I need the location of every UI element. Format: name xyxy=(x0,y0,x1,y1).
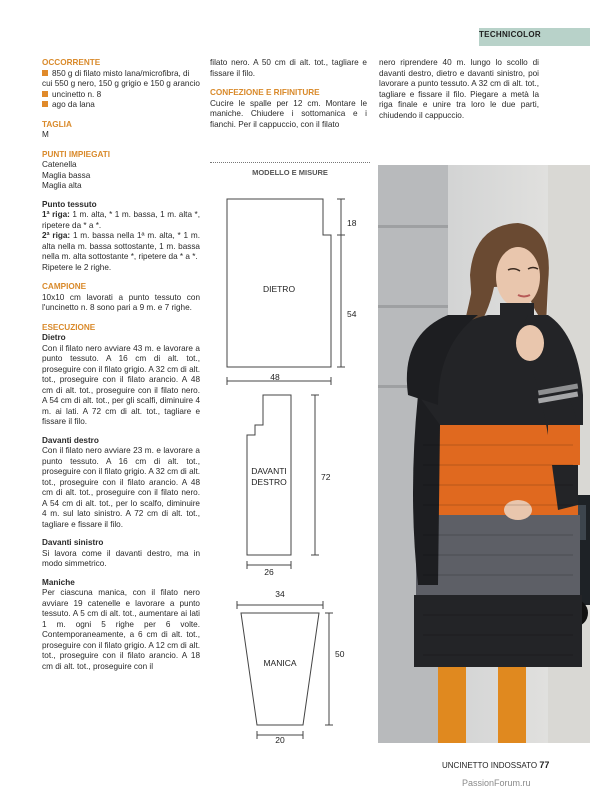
confezione-text: Cucire le spalle per 12 cm. Montare le maniche. Chiudere i sottomanica e i fianchi. Per il cappuccio, con il filato xyxy=(210,98,367,129)
campione-title: CAMPIONE xyxy=(42,282,87,291)
model-photo xyxy=(378,165,590,743)
maniche-text: Per ciascuna manica, con il filato nero avviare 19 catenelle e lavorare a punto tessuto. A 5 cm di alt. tot., aumentare ai lati 1 m. ogni 5 righe per 6 volte. Contemporaneamente, a 6 cm di alt. tot., proseguire con il filato grigio. A 12 cm di alt. tot., proseguire con il filato arancio. A 18 cm di alt. tot., proseguire con il xyxy=(42,588,200,671)
davanti-destro-title: Davanti destro xyxy=(42,435,99,445)
punti-item: Maglia bassa xyxy=(42,170,91,180)
manica-label: MANICA xyxy=(263,658,297,668)
page-footer xyxy=(442,760,549,770)
maniche-title: Maniche xyxy=(42,577,75,587)
dietro-text: Con il filato nero avviare 43 m. e lavorare a punto tessuto. A 16 cm di alt. tot., proseguire con il filato grigio. A 32 cm di alt. tot., proseguire con il filato arancio. A 48 cm di alt. tot., proseguire con il filato nero. A 54 cm di alt. tot., per gli scalfi, diminuire 4 m. ai lati. A 72 cm di alt. tot., tagliare e fissare il filo. xyxy=(42,343,200,426)
occorrente-item: ago da lana xyxy=(42,100,200,111)
dietro-outline xyxy=(227,199,331,367)
riga-1-label: 1ª riga: xyxy=(42,210,70,219)
model-photo-illustration xyxy=(378,165,590,743)
riga-2-text: 1 m. bassa nella 1ª m. alta, * 1 m. alta nella m. bassa sottostante, 1 m. bassa nella m. alta sottostante *, ripetere da * a *. xyxy=(42,231,200,261)
right-text: nero riprendere 40 m. lungo lo scollo di davanti destro, dietro e davanti sinistro, poi lavorare a punto tessuto. A 32 cm di alt. tot., tagliare e fissare il filo. Piegare a metà la riga finale e unire tra loro le due parti, chiudendo il cappuccio. xyxy=(379,58,539,120)
esecuzione-title: ESECUZIONE xyxy=(42,322,96,332)
watermark: PassionForum.ru xyxy=(462,778,531,788)
dietro-bottom-dim: 48 xyxy=(270,372,280,382)
pattern-schematic xyxy=(205,185,375,745)
campione-text: 10x10 cm lavorati a punto tessuto con l'uncinetto n. 8 sono pari a 9 m. e 7 righe. xyxy=(42,292,200,312)
middle-cont-text: filato nero. A 50 cm di alt. tot., tagliare e fissare il filo. xyxy=(210,58,367,78)
dietro-side-dim: 54 xyxy=(347,309,357,319)
occorrente-title: OCCORRENTE xyxy=(42,58,101,67)
davanti-destro-text: Con il filato nero avviare 23 m. e lavorare a punto tessuto. A 16 cm di alt. tot., proseguire con il filato grigio. A 32 cm di alt. tot., proseguire con il filato arancio. A 48 cm di alt. tot., proseguire con il filato nero. A 54 cm di alt. tot., per lo scalfo, diminuire 4 m. sul lato sinistro. A 72 cm di alt. tot., tagliare e fissare il filo. xyxy=(42,446,200,529)
right-column xyxy=(379,58,539,121)
punti-item: Catenella xyxy=(42,160,77,169)
taglia-value: M xyxy=(42,130,49,139)
manica-side-dim: 50 xyxy=(335,649,345,659)
riga-2-label: 2ª riga: xyxy=(42,231,71,240)
davanti-sinistro-title: Davanti sinistro xyxy=(42,538,104,547)
davanti-bottom-dim: 26 xyxy=(264,567,274,577)
middle-column xyxy=(210,58,367,130)
page-number: 77 xyxy=(539,760,550,770)
riga-2 xyxy=(42,231,200,263)
section-header xyxy=(479,28,590,46)
riga-1-text: 1 m. alta, * 1 m. bassa, 1 m. alta *, ripetere da * a *. xyxy=(42,210,200,230)
davanti-label-2: DESTRO xyxy=(251,477,287,487)
dietro-title: Dietro xyxy=(42,333,66,342)
left-column xyxy=(42,58,200,672)
davanti-sinistro-text: Si lavora come il davanti destro, ma in modo simmetrico. xyxy=(42,548,200,568)
manica-top-dim: 34 xyxy=(275,589,285,599)
section-title: TECHNICOLOR xyxy=(479,30,541,39)
diagram-divider xyxy=(210,162,370,163)
diagram-title: MODELLO E MISURE xyxy=(252,168,328,177)
punto-tessuto-title: Punto tessuto xyxy=(42,199,97,209)
dietro-top-dim: 18 xyxy=(347,218,357,228)
punti-item: Maglia alta xyxy=(42,181,82,190)
manica-bottom-dim: 20 xyxy=(275,735,285,745)
dietro-label: DIETRO xyxy=(262,284,296,294)
occorrente-item: 850 g di filato misto lana/microfibra, di cui 550 g nero, 150 g grigio e 150 g arancio xyxy=(42,68,200,88)
taglia-title: TAGLIA xyxy=(42,119,72,129)
ripeti-text: Ripetere le 2 righe. xyxy=(42,262,112,272)
occorrente-item: uncinetto n. 8 xyxy=(42,90,200,101)
riga-1 xyxy=(42,210,200,231)
confezione-title: CONFEZIONE E RIFINITURE xyxy=(210,88,320,97)
punti-title: PUNTI IMPIEGATI xyxy=(42,149,111,159)
magazine-name: UNCINETTO INDOSSATO xyxy=(442,761,538,770)
manica-outline xyxy=(241,613,319,725)
davanti-label-1: DAVANTI xyxy=(251,466,287,476)
davanti-side-dim: 72 xyxy=(321,472,331,482)
